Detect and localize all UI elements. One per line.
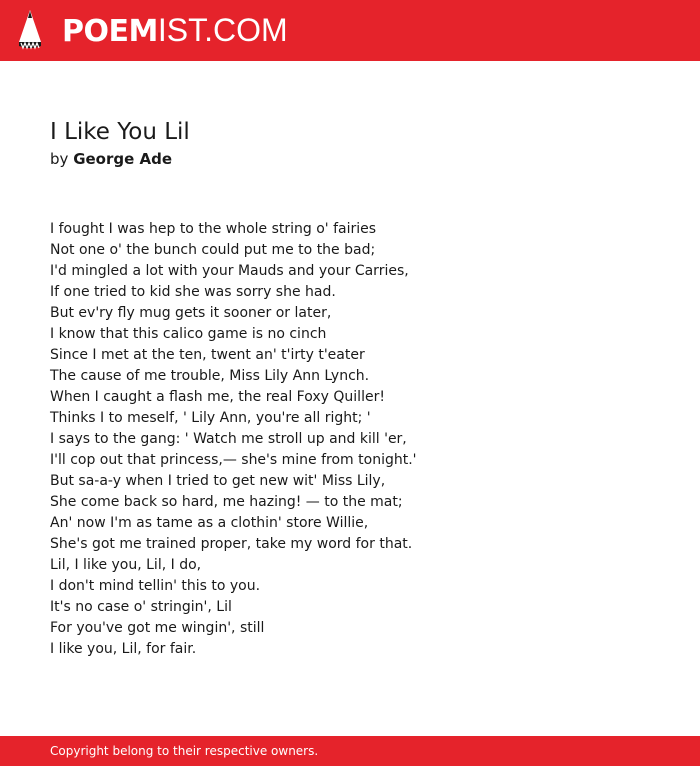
site-logo-text[interactable] <box>62 12 288 48</box>
site-footer <box>0 736 700 766</box>
by-label: by <box>50 150 69 168</box>
poem-line: It's no case o' stringin', Lil <box>50 599 232 615</box>
poem-line: I'll cop out that princess,— she's mine from tonight.' <box>50 452 417 468</box>
poem-line: I don't mind tellin' this to you. <box>50 578 261 594</box>
poem-line: But ev'ry fly mug gets it sooner or later, <box>50 305 332 321</box>
poem-title: I Like You Lil <box>50 119 190 145</box>
poem-line: She's got me trained proper, take my word for that. <box>50 536 413 552</box>
poem-line: I fought I was hep to the whole string o' fairies <box>50 221 377 237</box>
poem-line: I says to the gang: ' Watch me stroll up and kill 'er, <box>50 431 407 447</box>
copyright-text: Copyright belong to their respective owners. <box>50 744 319 758</box>
brand-light-text: IST.COM <box>157 12 288 48</box>
pencil-tip-icon[interactable] <box>18 9 42 51</box>
poem-line: Not one o' the bunch could put me to the bad; <box>50 242 376 258</box>
poem-line: Since I met at the ten, twent an' t'irty t'eater <box>50 347 365 363</box>
poem-line: An' now I'm as tame as a clothin' store Willie, <box>50 515 369 531</box>
poem-line: If one tried to kid she was sorry she had. <box>50 284 336 300</box>
poem-line: I like you, Lil, for fair. <box>50 641 197 657</box>
poem-line: But sa-a-y when I tried to get new wit' Miss Lily, <box>50 473 386 489</box>
poem-line: She come back so hard, me hazing! — to the mat; <box>50 494 403 510</box>
poem-line: I'd mingled a lot with your Mauds and your Carries, <box>50 263 409 279</box>
poem-line: When I caught a flash me, the real Foxy Quiller! <box>50 389 385 405</box>
poem-line: I know that this calico game is no cinch <box>50 326 327 342</box>
poem-body <box>50 219 650 660</box>
poem-line: The cause of me trouble, Miss Lily Ann Lynch. <box>50 368 370 384</box>
brand-bold-text: POEM <box>62 14 158 49</box>
site-header <box>0 0 700 61</box>
author-name: George Ade <box>73 150 173 168</box>
poem-byline <box>50 148 172 170</box>
poem-line: For you've got me wingin', still <box>50 620 265 636</box>
poem-line: Lil, I like you, Lil, I do, <box>50 557 202 573</box>
poem-line: Thinks I to meself, ' Lily Ann, you're all right; ' <box>50 410 371 426</box>
